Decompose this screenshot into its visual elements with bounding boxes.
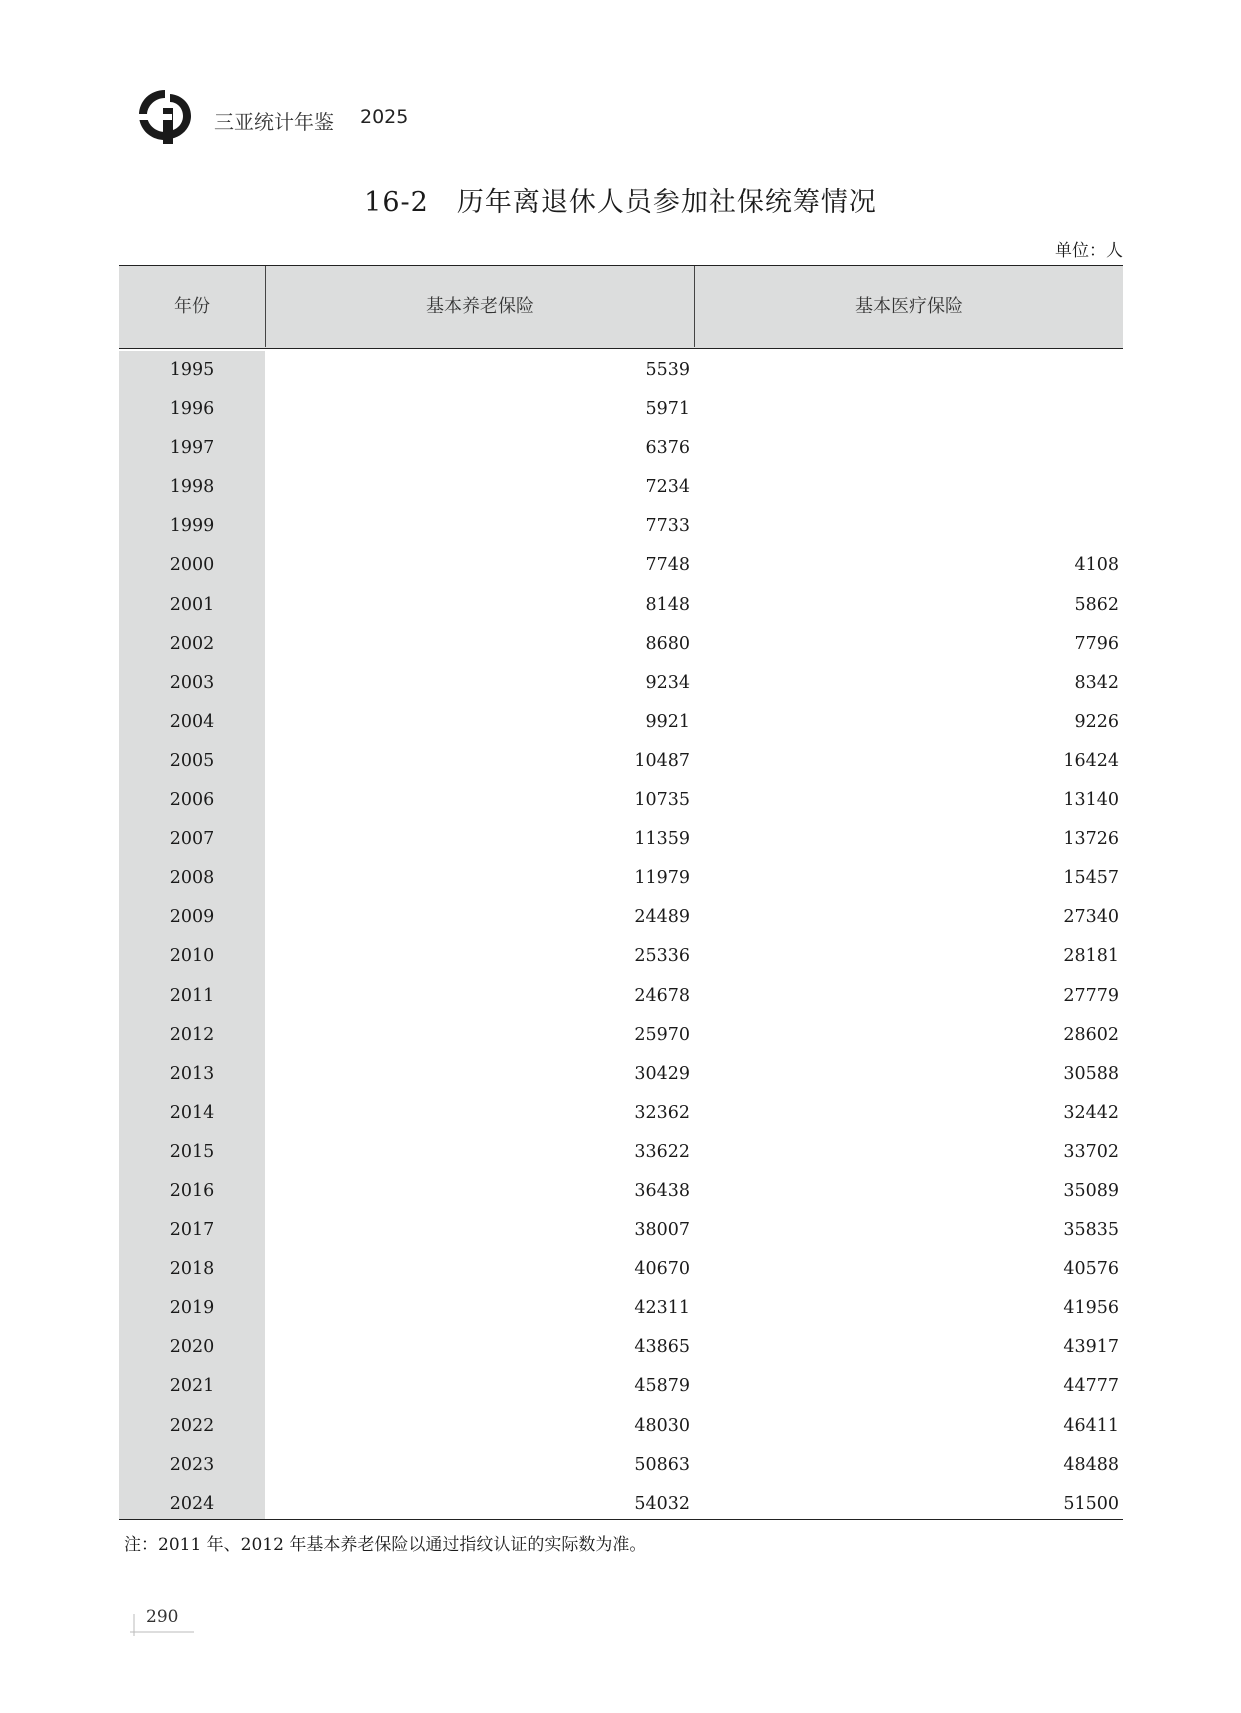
medical-cell: 33702 (1063, 1141, 1119, 1162)
pension-cell: 9921 (645, 711, 690, 732)
pension-cell: 30429 (634, 1063, 690, 1084)
medical-cell: 27779 (1063, 985, 1119, 1006)
year-cell: 2006 (169, 790, 215, 811)
year-cell: 2015 (169, 1141, 215, 1162)
year-cell: 2016 (169, 1180, 215, 1201)
table-row (119, 1094, 1123, 1133)
medical-cell: 32442 (1063, 1102, 1119, 1123)
year-cell: 1997 (169, 438, 215, 459)
table-row (119, 429, 1123, 468)
table-row (119, 664, 1123, 703)
year-cell: 2011 (169, 985, 215, 1006)
pension-cell: 8148 (645, 594, 690, 615)
table-row (119, 1446, 1123, 1485)
pension-cell: 24678 (634, 985, 690, 1006)
table-row (119, 468, 1123, 507)
year-cell: 2002 (169, 633, 215, 654)
pension-cell: 54032 (634, 1493, 690, 1514)
year-cell: 2004 (169, 711, 215, 732)
year-cell: 2000 (169, 555, 215, 576)
unit-label: 单位：人 (1055, 241, 1123, 261)
year-cell: 1999 (169, 516, 215, 537)
table-row (119, 1016, 1123, 1055)
year-cell: 2022 (169, 1415, 215, 1436)
pension-cell: 45879 (634, 1376, 690, 1397)
medical-cell (695, 507, 1119, 546)
year-cell: 2012 (169, 1024, 215, 1045)
table-row (119, 781, 1123, 820)
table-row (119, 1055, 1123, 1094)
medical-cell: 28181 (1063, 946, 1119, 967)
medical-cell (695, 351, 1119, 390)
pension-cell: 5971 (645, 399, 690, 420)
yearbook-year: 2025 (360, 106, 409, 128)
pension-cell: 10487 (634, 750, 690, 771)
year-cell: 2014 (169, 1102, 215, 1123)
table-row (119, 977, 1123, 1016)
table-row (119, 586, 1123, 625)
medical-cell: 7796 (1074, 633, 1119, 654)
medical-cell: 35089 (1063, 1180, 1119, 1201)
year-cell: 2024 (169, 1493, 215, 1514)
pension-cell: 7748 (645, 555, 690, 576)
pension-cell: 6376 (645, 438, 690, 459)
table-row (119, 1172, 1123, 1211)
pension-cell: 36438 (634, 1180, 690, 1201)
medical-cell: 13140 (1063, 790, 1119, 811)
pension-cell: 5539 (645, 360, 690, 380)
table-row (119, 546, 1123, 585)
medical-cell: 5862 (1074, 594, 1119, 615)
pension-cell: 33622 (634, 1141, 690, 1162)
year-cell: 2019 (169, 1298, 215, 1319)
medical-cell: 43917 (1063, 1337, 1119, 1358)
table-body (119, 351, 1123, 1524)
table-row (119, 1328, 1123, 1367)
table-note: 注：2011 年、2012 年基本养老保险以通过指纹认证的实际数为准。 (124, 1535, 647, 1555)
table-row (119, 1407, 1123, 1446)
pension-cell: 50863 (634, 1454, 690, 1475)
year-cell: 2017 (169, 1220, 215, 1241)
year-cell: 1996 (169, 399, 215, 420)
table-row (119, 1367, 1123, 1406)
year-cell: 2005 (169, 750, 215, 771)
medical-cell: 40576 (1063, 1259, 1119, 1280)
table-row (119, 1133, 1123, 1172)
pension-cell: 11359 (634, 829, 690, 850)
pension-cell: 32362 (634, 1102, 690, 1123)
column-header-medical: 基本医疗保险 (855, 296, 963, 317)
year-cell: 2020 (169, 1337, 215, 1358)
pension-cell: 7234 (645, 477, 690, 498)
year-cell: 2001 (169, 594, 215, 615)
medical-cell: 4108 (1074, 555, 1119, 576)
pension-cell: 10735 (634, 790, 690, 811)
pension-cell: 25336 (634, 946, 690, 967)
medical-cell: 46411 (1063, 1415, 1119, 1436)
pension-cell: 9234 (645, 672, 690, 693)
table-row (119, 1289, 1123, 1328)
year-cell: 2003 (169, 672, 215, 693)
year-cell: 2007 (169, 829, 215, 850)
pension-cell: 7733 (645, 516, 690, 537)
table-row (119, 820, 1123, 859)
medical-cell: 35835 (1063, 1220, 1119, 1241)
table-title: 16-2 历年离退休人员参加社保统筹情况 (364, 187, 877, 218)
medical-cell (695, 390, 1119, 429)
year-cell: 2013 (169, 1063, 215, 1084)
table-row (119, 1250, 1123, 1289)
medical-cell (695, 429, 1119, 468)
table-row (119, 507, 1123, 546)
medical-cell: 8342 (1074, 672, 1119, 693)
pension-cell: 43865 (634, 1337, 690, 1358)
table-row (119, 898, 1123, 937)
year-cell: 2010 (169, 946, 215, 967)
yearbook-title: 三亚统计年鉴 (214, 110, 334, 134)
table-row (119, 937, 1123, 976)
table-header (119, 265, 1123, 349)
pension-cell: 40670 (634, 1259, 690, 1280)
year-cell: 1995 (169, 360, 215, 380)
medical-cell: 27340 (1063, 907, 1119, 928)
pension-cell: 24489 (634, 907, 690, 928)
table-row (119, 1211, 1123, 1250)
pension-cell: 42311 (634, 1298, 690, 1319)
medical-cell: 30588 (1063, 1063, 1119, 1084)
table-row (119, 625, 1123, 664)
pension-cell: 48030 (634, 1415, 690, 1436)
medical-cell: 48488 (1063, 1454, 1119, 1475)
medical-cell: 28602 (1063, 1024, 1119, 1045)
medical-cell: 9226 (1074, 711, 1119, 732)
column-header-year: 年份 (119, 266, 266, 347)
table-row (119, 703, 1123, 742)
medical-cell: 51500 (1063, 1493, 1119, 1514)
medical-cell: 41956 (1063, 1298, 1119, 1319)
year-cell: 2021 (169, 1376, 215, 1397)
table-row (119, 351, 1123, 390)
pension-cell: 38007 (634, 1220, 690, 1241)
table-row (119, 859, 1123, 898)
medical-cell (695, 468, 1119, 507)
page-number: 290 (146, 1607, 179, 1627)
page-header (136, 86, 736, 146)
year-cell: 2023 (169, 1454, 215, 1475)
table-row (119, 390, 1123, 429)
year-cell: 2008 (169, 868, 215, 889)
yearbook-logo-icon (136, 86, 194, 144)
medical-cell: 16424 (1063, 750, 1119, 771)
pension-cell: 8680 (645, 633, 690, 654)
medical-cell: 15457 (1063, 868, 1119, 889)
medical-cell: 44777 (1063, 1376, 1119, 1397)
table-row (119, 742, 1123, 781)
year-cell: 2009 (169, 907, 215, 928)
year-cell: 1998 (169, 477, 215, 498)
column-header-pension: 基本养老保险 (266, 266, 695, 347)
pension-cell: 11979 (634, 868, 690, 889)
table-row (119, 1485, 1123, 1524)
table-bottom-rule (119, 1519, 1123, 1520)
medical-cell: 13726 (1063, 829, 1119, 850)
pension-cell: 25970 (634, 1024, 690, 1045)
year-cell: 2018 (169, 1259, 215, 1280)
